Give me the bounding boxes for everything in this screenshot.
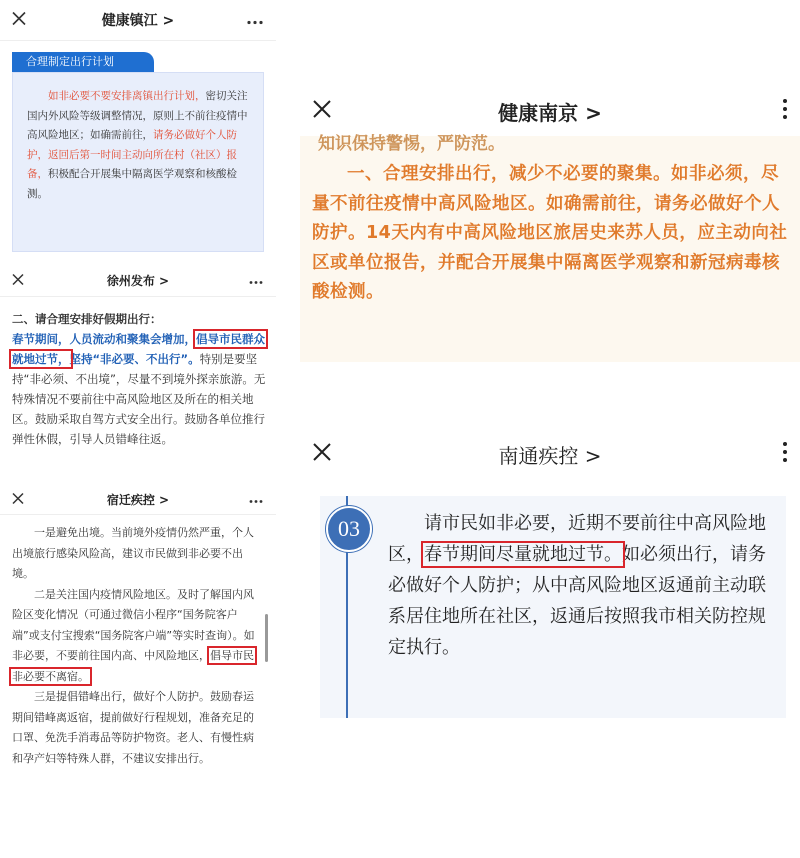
body-text: 积极配合开展集中隔离医学观察和核酸检测。 xyxy=(27,168,237,200)
body-text: 如必须出行，请务必做好个人防护；从中高风险地区返通前主动联系居住地所在社区，返通后按照我市相关防控规定执行。 xyxy=(388,544,766,658)
paragraph xyxy=(12,585,264,688)
panel-jiankang-zhenjiang xyxy=(0,0,276,262)
header-bar xyxy=(300,86,800,136)
close-icon[interactable] xyxy=(12,490,24,509)
panel-xuzhou-fabu xyxy=(0,264,276,478)
panel-jiankang-nanjing xyxy=(300,86,800,362)
close-icon[interactable] xyxy=(312,442,332,466)
scrollbar[interactable] xyxy=(265,614,268,662)
article-body xyxy=(312,160,792,308)
section-tag: 合理制定出行计划 xyxy=(12,52,154,72)
header-title[interactable]: 健康镇江 > xyxy=(101,13,175,29)
highlighted-text: 倡导市民群众就地过节， xyxy=(12,332,265,366)
close-icon[interactable] xyxy=(312,99,332,123)
article-body xyxy=(0,297,276,449)
content-card xyxy=(320,496,786,718)
more-icon[interactable] xyxy=(782,441,788,467)
body-text: 特别是要坚持“非必须、不出境”，尽量不到境外探亲旅游。无特殊情况不要前往中高风险地区及所在的相关地区。鼓励采取自驾方式安全出行。鼓励各单位推行弹性休假，引导人员错峰往返。 xyxy=(12,352,266,446)
article-body xyxy=(388,508,780,663)
red-text: 如非必要不要安排离镇出行计划， xyxy=(48,90,206,102)
paragraph: 一是避免出境。当前境外疫情仍然严重，个人出境旅行感染风险高，建议市民做到非必要不出境。 xyxy=(12,526,254,580)
body-text: 一、合理安排出行，减少不必要的聚集。如非必须，尽量不前往疫情中高风险地区。如确需前往，请务必做好个人防护。14天内有中高风险地区旅居史来苏人员，应主动向社区或单位报告，并配合开展集中隔离医学观察和新冠病毒核酸检测。 xyxy=(312,164,788,302)
highlighted-text: 春节期间尽量就地过节。 xyxy=(424,544,622,565)
more-icon[interactable] xyxy=(248,490,264,509)
section-heading: 二、请合理安排好假期出行： xyxy=(12,312,162,326)
panel-nantong-jikong xyxy=(300,432,800,722)
close-icon[interactable] xyxy=(12,11,26,30)
body-text: 二是关注国内疫情风险地区。及时了解国内风险区变化情况（可通过微信小程序“国务院客户端”或支付宝搜索“国务院客户端”等实时查询）。如非必要，不要前往国内高、中风险地区， xyxy=(12,587,255,662)
more-icon[interactable] xyxy=(782,98,788,124)
header-title[interactable]: 南通疾控 > xyxy=(498,443,602,468)
header-bar xyxy=(0,0,276,41)
blue-text: 春节期间，人员流动和聚集会增加， xyxy=(12,332,196,346)
panel-suqian-jikong xyxy=(0,484,276,858)
header-title[interactable]: 徐州发布 > xyxy=(106,273,170,288)
header-bar xyxy=(300,432,800,476)
close-icon[interactable] xyxy=(12,271,24,290)
header-title[interactable]: 健康南京 > xyxy=(498,100,602,125)
paragraph: 三是提倡错峰出行，做好个人防护。鼓励春运期间错峰离返宿，提前做好行程规划，准备充足的口罩、免洗手消毒品等防护物资。老人、有慢性病和孕产妇等特殊人群，不建议安排出行。 xyxy=(12,690,254,765)
blue-text: 坚持“非必要、不出行”。 xyxy=(69,352,200,366)
notice-box xyxy=(12,72,264,252)
more-icon[interactable] xyxy=(246,11,264,30)
more-icon[interactable] xyxy=(248,271,264,290)
header-bar xyxy=(0,484,276,515)
header-bar xyxy=(0,264,276,297)
header-title[interactable]: 宿迁疾控 > xyxy=(106,492,170,507)
body-text: 请市民如非必要，近期不要前往中高风险地区， xyxy=(388,513,766,565)
partial-line: 知识保持警惕，严防范。 xyxy=(318,134,505,154)
article-body xyxy=(0,515,276,769)
step-number-badge: 03 xyxy=(326,506,372,552)
red-text: 请务必做好个人防护，返回后第一时间主动向所在村（社区）报备， xyxy=(27,129,237,180)
body-text: 密切关注国内外风险等级调整情况，原则上不前往疫情中高风险地区；如确需前往， xyxy=(27,90,248,141)
highlighted-text: 倡导市民非必要不离宿。 xyxy=(12,649,254,683)
